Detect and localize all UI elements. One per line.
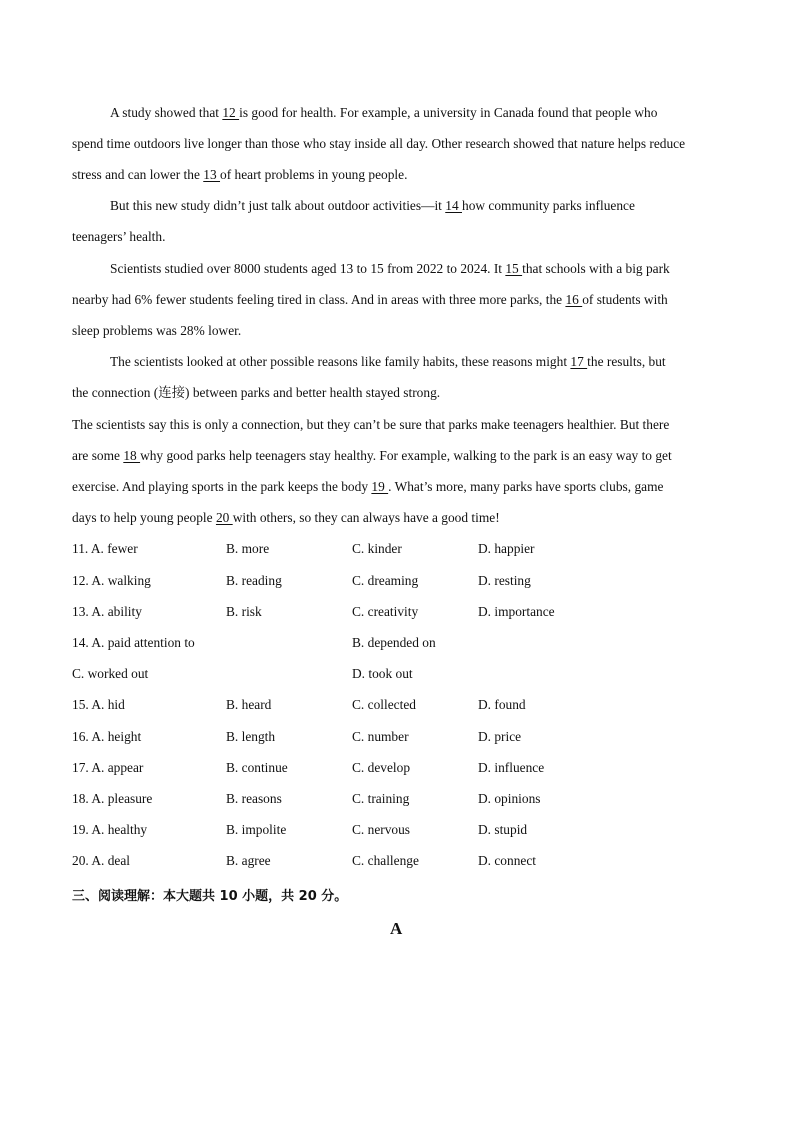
- passage-text: . What’s more, many parks have sports clubs, game: [388, 479, 664, 494]
- passage-text: why good parks help teenagers stay healthy. For example, walking to the park is an easy way to get: [140, 448, 672, 463]
- passage-text: are some: [72, 448, 124, 463]
- passage-line-14: [72, 510, 500, 526]
- option-b: B. impolite: [226, 822, 287, 837]
- passage-text: the results, but: [587, 354, 666, 369]
- passage-line-3: [72, 167, 407, 183]
- option-d: D. opinions: [478, 791, 541, 806]
- option-c: C. collected: [352, 697, 416, 712]
- passage-text: days to help young people: [72, 510, 216, 525]
- option-d: D. stupid: [478, 822, 528, 837]
- option-c: C. challenge: [352, 853, 419, 868]
- option-a: 12. A. walking: [72, 573, 151, 588]
- option-c: C. develop: [352, 760, 411, 775]
- passage-line-2: spend time outdoors live longer than those who stay inside all day. Other research showed that nature helps reduce: [72, 136, 686, 151]
- blank-14: 14: [445, 198, 462, 213]
- option-b: B. risk: [226, 604, 262, 619]
- option-a: 14. A. paid attention to: [72, 635, 195, 650]
- option-a: 15. A. hid: [72, 697, 125, 712]
- option-d: D. happier: [478, 541, 535, 556]
- option-a: 20. A. deal: [72, 853, 131, 868]
- passage-text: of students with: [582, 292, 668, 307]
- passage-text: is good for health. For example, a university in Canada found that people who: [239, 105, 658, 120]
- option-b: B. more: [226, 541, 270, 556]
- option-b: B. agree: [226, 853, 271, 868]
- passage-line-13: [72, 479, 663, 495]
- section-title: 三、阅读理解：本大题共 10 小题，共 20 分。: [72, 889, 348, 904]
- option-b: B. reading: [226, 573, 282, 588]
- option-a: 11. A. fewer: [72, 541, 138, 556]
- blank-12: 12: [222, 105, 240, 120]
- option-c: C. nervous: [352, 822, 411, 837]
- option-a: 17. A. appear: [72, 760, 144, 775]
- passage-text: of heart problems in young people.: [220, 167, 408, 182]
- option-d: D. price: [478, 729, 522, 744]
- part-heading: A: [390, 919, 403, 938]
- passage-text: Scientists studied over 8000 students aged 13 to 15 from 2022 to 2024. It: [110, 261, 506, 276]
- passage-line-1: [110, 105, 657, 121]
- passage-line-11: The scientists say this is only a connection, but they can’t be sure that parks make teenagers healthier. But there: [72, 417, 670, 432]
- passage-line-9: [110, 354, 666, 370]
- blank-16: 16: [565, 292, 583, 307]
- blank-17: 17: [570, 354, 588, 369]
- option-a: 16. A. height: [72, 729, 142, 744]
- option-b: B. reasons: [226, 791, 282, 806]
- passage-text: exercise. And playing sports in the park keeps the body: [72, 479, 372, 494]
- passage-line-7: [72, 292, 668, 308]
- option-a: 18. A. pleasure: [72, 791, 153, 806]
- blank-19: 19: [371, 479, 389, 494]
- passage-text: stress and can lower the: [72, 167, 204, 182]
- blank-15: 15: [505, 261, 523, 276]
- passage-line-10: the connection (连接) between parks and better health stayed strong.: [72, 385, 441, 400]
- passage-text: that schools with a big park: [522, 261, 670, 276]
- option-c: C. creativity: [352, 604, 419, 619]
- blank-20: 20: [215, 510, 233, 525]
- option-c: C. training: [352, 791, 410, 806]
- option-d: D. found: [478, 697, 526, 712]
- option-b: B. length: [226, 729, 276, 744]
- passage-text: But this new study didn’t just talk about outdoor activities—it: [110, 198, 446, 213]
- passage-line-4: [110, 198, 635, 214]
- blank-13: 13: [203, 167, 221, 182]
- passage-text: The scientists looked at other possible reasons like family habits, these reasons might: [110, 354, 571, 369]
- option-c: C. worked out: [72, 666, 149, 681]
- option-d: D. took out: [352, 666, 413, 681]
- passage-text: nearby had 6% fewer students feeling tired in class. And in areas with three more parks, the: [72, 292, 566, 307]
- option-d: D. connect: [478, 853, 537, 868]
- option-b: B. heard: [226, 697, 272, 712]
- option-d: D. influence: [478, 760, 545, 775]
- passage-line-5: teenagers’ health.: [72, 229, 166, 244]
- option-c: C. dreaming: [352, 573, 419, 588]
- passage-line-8: sleep problems was 28% lower.: [72, 323, 242, 338]
- option-a: 19. A. healthy: [72, 822, 148, 837]
- option-c: C. kinder: [352, 541, 402, 556]
- passage-text: with others, so they can always have a good time!: [232, 510, 500, 525]
- passage-text: A study showed that: [110, 105, 223, 120]
- blank-18: 18: [123, 448, 141, 463]
- option-a: 13. A. ability: [72, 604, 142, 619]
- passage-line-12: [72, 448, 672, 464]
- option-b: B. depended on: [352, 635, 436, 650]
- option-c: C. number: [352, 729, 409, 744]
- option-b: B. continue: [226, 760, 288, 775]
- passage-text: how community parks influence: [462, 198, 635, 213]
- passage-line-6: [110, 261, 670, 277]
- option-d: D. importance: [478, 604, 555, 619]
- option-d: D. resting: [478, 573, 531, 588]
